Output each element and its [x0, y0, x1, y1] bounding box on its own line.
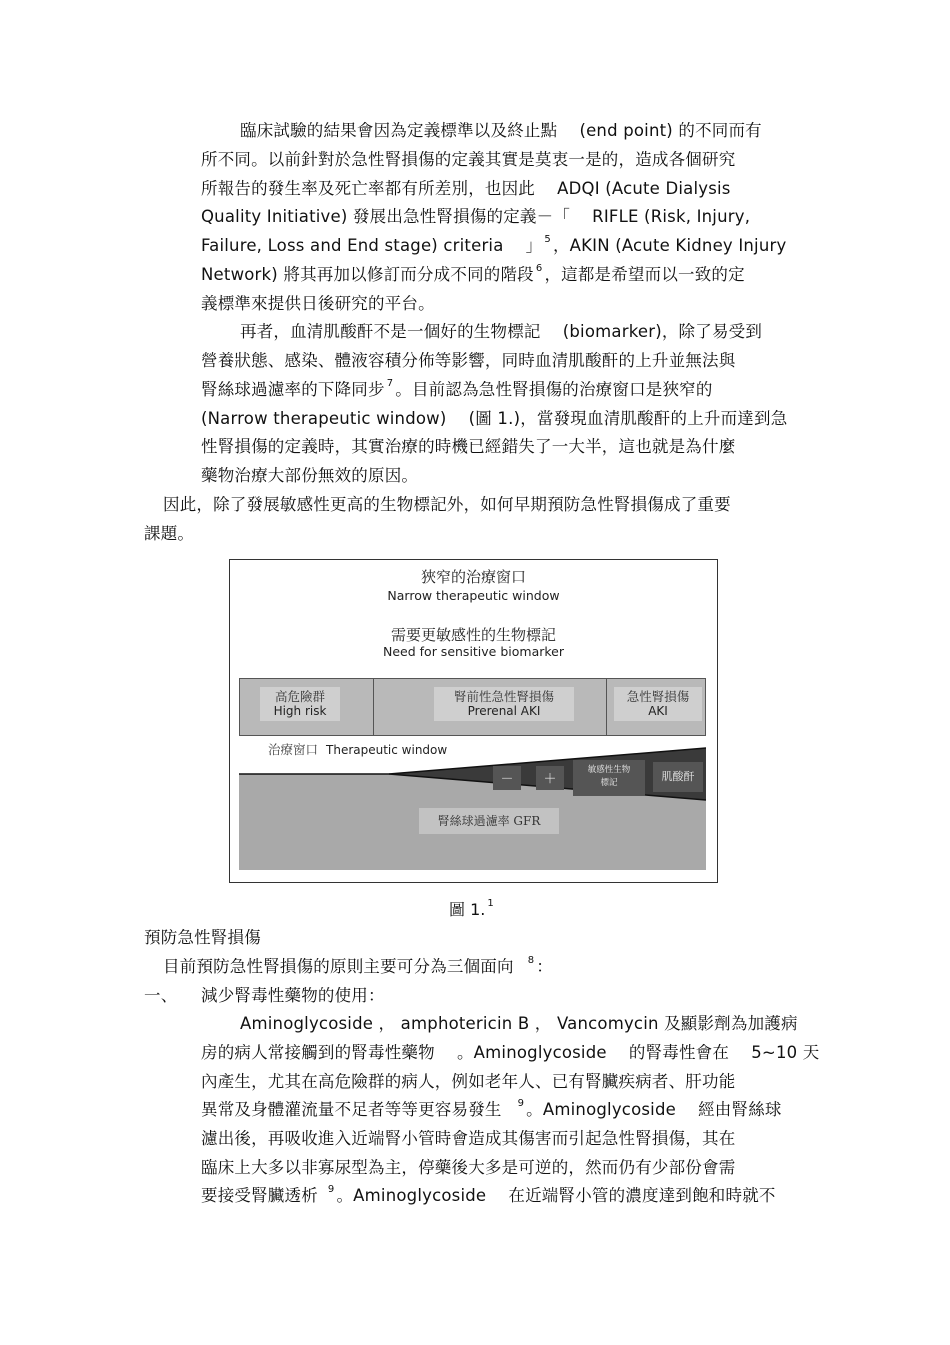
para1-line6-tail: ，這都是希望而以一致的定 [544, 265, 745, 284]
para4-line7-text: 要接受腎臟透析 [201, 1186, 318, 1205]
para2-line1: 再者，血清肌酸酐不是一個好的生物標記 (biomarker)，除了易受到 [240, 322, 763, 341]
para2-line3 [201, 379, 713, 404]
para4-line1: Aminoglycoside ， amphotericin B ， Vancomycin 及顯影劑為加護病 [240, 1014, 798, 1033]
phase-high-risk-label [260, 687, 340, 721]
figure-subtitle-zh: 需要更敏感性的生物標記 [390, 626, 556, 644]
intro-line [163, 956, 553, 981]
para4-line4-tail: 。Aminoglycoside 經由腎絲球 [526, 1100, 782, 1119]
phase-aki-box [606, 678, 706, 736]
para3-line1: 因此，除了發展敏感性更高的生物標記外，如何早期預防急性腎損傷成了重要 [163, 495, 731, 514]
para2-line6: 藥物治療大部份無效的原因。 [201, 466, 419, 485]
creatinine-label: 肌酸酐 [661, 770, 695, 783]
sensitive-biomarker-line1: 敏感性生物 [587, 765, 631, 775]
phase-high-risk-zh: 高危險群 [274, 689, 325, 704]
citation-ref: 6 [535, 263, 543, 274]
citation-ref: 5 [544, 234, 551, 245]
phase-high-risk-box [239, 678, 374, 736]
minus-sign: － [500, 772, 514, 787]
para1-line2: 所不同。以前針對於急性腎損傷的定義其實是莫衷一是的，造成各個研究 [201, 150, 736, 169]
para4-line3: 內產生，尤其在高危險群的病人，例如老年人、已有腎臟疾病者、肝功能 [201, 1072, 736, 1091]
para1-line6-text: Network) 將其再加以修訂而分成不同的階段 [201, 265, 534, 284]
figure-narrow-therapeutic-window [229, 559, 718, 883]
intro-line-text: 目前預防急性腎損傷的原則主要可分為三個面向 [163, 957, 514, 976]
para1-line6 [201, 264, 745, 289]
figure-caption-text: 圖 1. [449, 900, 486, 919]
phase-prerenal-aki-en: Prerenal AKI [467, 704, 541, 718]
para4-line5: 濾出後，再吸收進入近端腎小管時會造成其傷害而引起急性腎損傷，其在 [201, 1129, 736, 1148]
para1-line5 [201, 235, 786, 260]
para3-line2: 課題。 [144, 524, 195, 543]
figure-caption [449, 899, 496, 924]
section-title: 預防急性腎損傷 [144, 928, 261, 947]
figure-title-en: Narrow therapeutic window [387, 588, 560, 603]
citation-ref: 8 [527, 955, 535, 966]
citation-ref: 9 [327, 1184, 335, 1195]
para4-line4-text: 異常及身體灌流量不足者等等更容易發生 [201, 1100, 502, 1119]
para4-line6: 臨床上大多以非寡尿型為主，停藥後大多是可逆的，然而仍有少部份會需 [201, 1158, 736, 1177]
citation-ref: 9 [517, 1098, 525, 1109]
para1-line4: Quality Initiative) 發展出急性腎損傷的定義－「 RIFLE (Risk, Injury, [201, 207, 751, 226]
figure-title-zh: 狹窄的治療窗口 [420, 568, 526, 586]
phase-aki-zh: 急性腎損傷 [626, 689, 690, 704]
phase-aki-label [614, 687, 702, 721]
para2-line2: 營養狀態、感染、體液容積分佈等影響，同時血清肌酸酐的上升並無法與 [201, 351, 736, 370]
figure-subtitle-en: Need for sensitive biomarker [383, 644, 564, 659]
plus-sign: ＋ [543, 772, 557, 787]
para1-line7: 義標準來提供日後研究的平台。 [201, 294, 435, 313]
gfr-label: 腎絲球過濾率 GFR [437, 814, 541, 828]
therapeutic-window-en: Therapeutic window [326, 743, 448, 757]
intro-line-end: ： [536, 957, 553, 976]
sensitive-biomarker-label [573, 764, 645, 790]
citation-ref: 7 [386, 378, 394, 389]
item1-number: 一、 [144, 986, 178, 1005]
para2-line4: (Narrow therapeutic window) (圖 1.)，當發現血清肌酸酐的上升而達到急 [201, 409, 788, 428]
citation-ref: 1 [487, 898, 494, 909]
para2-line3-tail: 。目前認為急性腎損傷的治療窗口是狹窄的 [395, 380, 713, 399]
phase-high-risk-en: High risk [273, 704, 327, 718]
para4-line2: 房的病人常接觸到的腎毒性藥物 。Aminoglycoside 的腎毒性會在 5~10 天 [201, 1043, 820, 1062]
phase-prerenal-aki-zh: 腎前性急性腎損傷 [453, 689, 554, 704]
item1-text: 減少腎毒性藥物的使用： [201, 986, 385, 1005]
para2-line5: 性腎損傷的定義時，其實治療的時機已經錯失了一大半，這也就是為什麼 [201, 437, 736, 456]
therapeutic-window-zh: 治療窗口 [268, 742, 319, 757]
para4-line4 [201, 1099, 782, 1124]
para1-line5-text: Failure, Loss and End stage) criteria 」 [201, 236, 543, 255]
para4-line7-tail: 。Aminoglycoside 在近端腎小管的濃度達到飽和時就不 [336, 1186, 776, 1205]
phase-prerenal-aki-label [434, 687, 574, 721]
sensitive-biomarker-line2: 標記 [600, 778, 618, 788]
phase-prerenal-aki-box [373, 678, 607, 736]
para1-line3: 所報告的發生率及死亡率都有所差別，也因此 ADQI (Acute Dialysis [201, 179, 731, 198]
para4-line7 [201, 1185, 776, 1210]
para1-line1: 臨床試驗的結果會因為定義標準以及終止點 (end point) 的不同而有 [240, 121, 762, 140]
para2-line3-text: 腎絲球過濾率的下降同步 [201, 380, 385, 399]
therapeutic-window-label [268, 742, 447, 758]
phase-aki-en: AKI [648, 704, 668, 718]
para1-line5-tail: ，AKIN (Acute Kidney Injury [552, 236, 787, 255]
